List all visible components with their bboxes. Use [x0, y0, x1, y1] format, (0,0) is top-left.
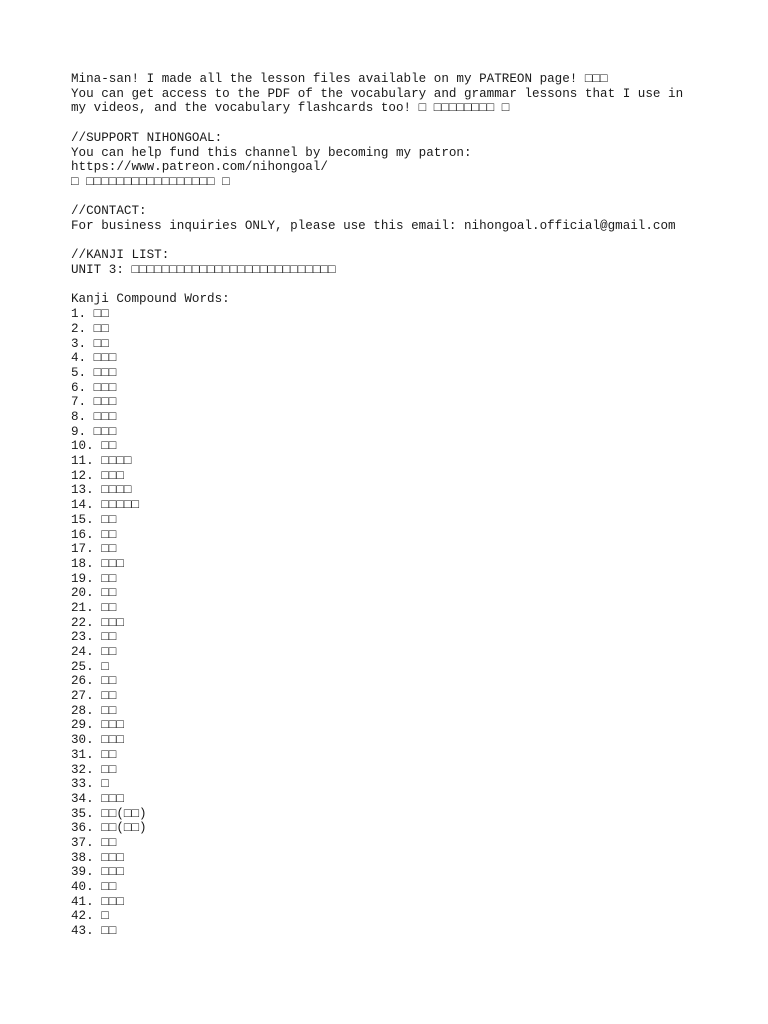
intro-line-2: You can get access to the PDF of the vocabulary and grammar lessons that I use in	[71, 86, 684, 101]
list-item: 11. □□□□	[71, 454, 132, 469]
list-item: 17. □□	[71, 542, 117, 557]
list-item: 21. □□	[71, 600, 117, 615]
list-item: 6. □□□	[71, 380, 117, 395]
list-item: 5. □□□	[71, 365, 117, 380]
list-item: 38. □□□	[71, 850, 124, 865]
support-heading: //SUPPORT NIHONGOAL:	[71, 130, 223, 145]
list-item: 34. □□□	[71, 791, 124, 806]
list-item: 35. □□(□□)	[71, 806, 147, 821]
list-item: 41. □□□	[71, 894, 124, 909]
list-item: 1. □□	[71, 307, 109, 322]
list-item: 15. □□	[71, 512, 117, 527]
kanji-heading: //KANJI LIST:	[71, 248, 170, 263]
list-item: 43. □□	[71, 924, 117, 939]
list-item: 42. □	[71, 909, 109, 924]
list-item: 10. □□	[71, 439, 117, 454]
list-item: 19. □□	[71, 571, 117, 586]
kanji-unit: UNIT 3: □□□□□□□□□□□□□□□□□□□□□□□□□□□	[71, 263, 336, 278]
list-item: 40. □□	[71, 880, 117, 894]
list-item: 26. □□	[71, 674, 117, 689]
list-item: 37. □□	[71, 835, 117, 850]
spacer	[71, 278, 751, 293]
list-item: 3. □□	[71, 336, 109, 351]
list-item: 2. □□	[71, 321, 109, 336]
list-item: 4. □□□	[71, 351, 117, 366]
list-item: 13. □□□□	[71, 483, 132, 498]
kanji-section	[71, 248, 751, 277]
spacer	[71, 116, 751, 131]
spacer	[71, 234, 751, 249]
list-item: 27. □□	[71, 689, 117, 704]
list-item: 9. □□□	[71, 424, 117, 439]
list-item: 8. □□□	[71, 410, 117, 424]
list-item: 28. □□	[71, 703, 117, 718]
list-item: 29. □□□	[71, 718, 124, 733]
contact-section	[71, 204, 751, 233]
compounds-heading: Kanji Compound Words:	[71, 292, 230, 307]
support-text: You can help fund this channel by becoming my patron:	[71, 145, 472, 160]
intro-line-1: Mina-san! I made all the lesson files available on my PATREON page! □□□	[71, 72, 608, 86]
list-item: 25. □	[71, 659, 109, 674]
document-page	[71, 72, 751, 939]
list-item: 16. □□	[71, 527, 117, 542]
list-item: 20. □□	[71, 586, 117, 601]
list-item: 32. □□	[71, 762, 117, 777]
compound-list	[71, 307, 751, 939]
list-item: 31. □□	[71, 747, 117, 762]
list-item: 33. □	[71, 777, 109, 792]
intro-line-3: my videos, and the vocabulary flashcards too! □ □□□□□□□□ □	[71, 101, 510, 116]
list-item: 24. □□	[71, 645, 117, 659]
list-item: 30. □□□	[71, 733, 124, 748]
spacer	[71, 190, 751, 205]
support-symbols: □ □□□□□□□□□□□□□□□□□ □	[71, 174, 230, 189]
intro-section	[71, 72, 751, 116]
list-item: 23. □□	[71, 630, 117, 645]
list-item: 12. □□□	[71, 468, 124, 483]
list-item: 36. □□(□□)	[71, 821, 147, 836]
list-item: 18. □□□	[71, 556, 124, 571]
patreon-link[interactable]: https://www.patreon.com/nihongoal/	[71, 160, 328, 175]
contact-heading: //CONTACT:	[71, 204, 147, 219]
list-item: 7. □□□	[71, 395, 117, 410]
list-item: 22. □□□	[71, 615, 124, 630]
contact-text: For business inquiries ONLY, please use this email: nihongoal.official@gmail.com	[71, 219, 676, 233]
list-item: 14. □□□□□	[71, 498, 140, 513]
list-item: 39. □□□	[71, 865, 124, 880]
compounds-section	[71, 292, 751, 938]
support-section	[71, 131, 751, 190]
